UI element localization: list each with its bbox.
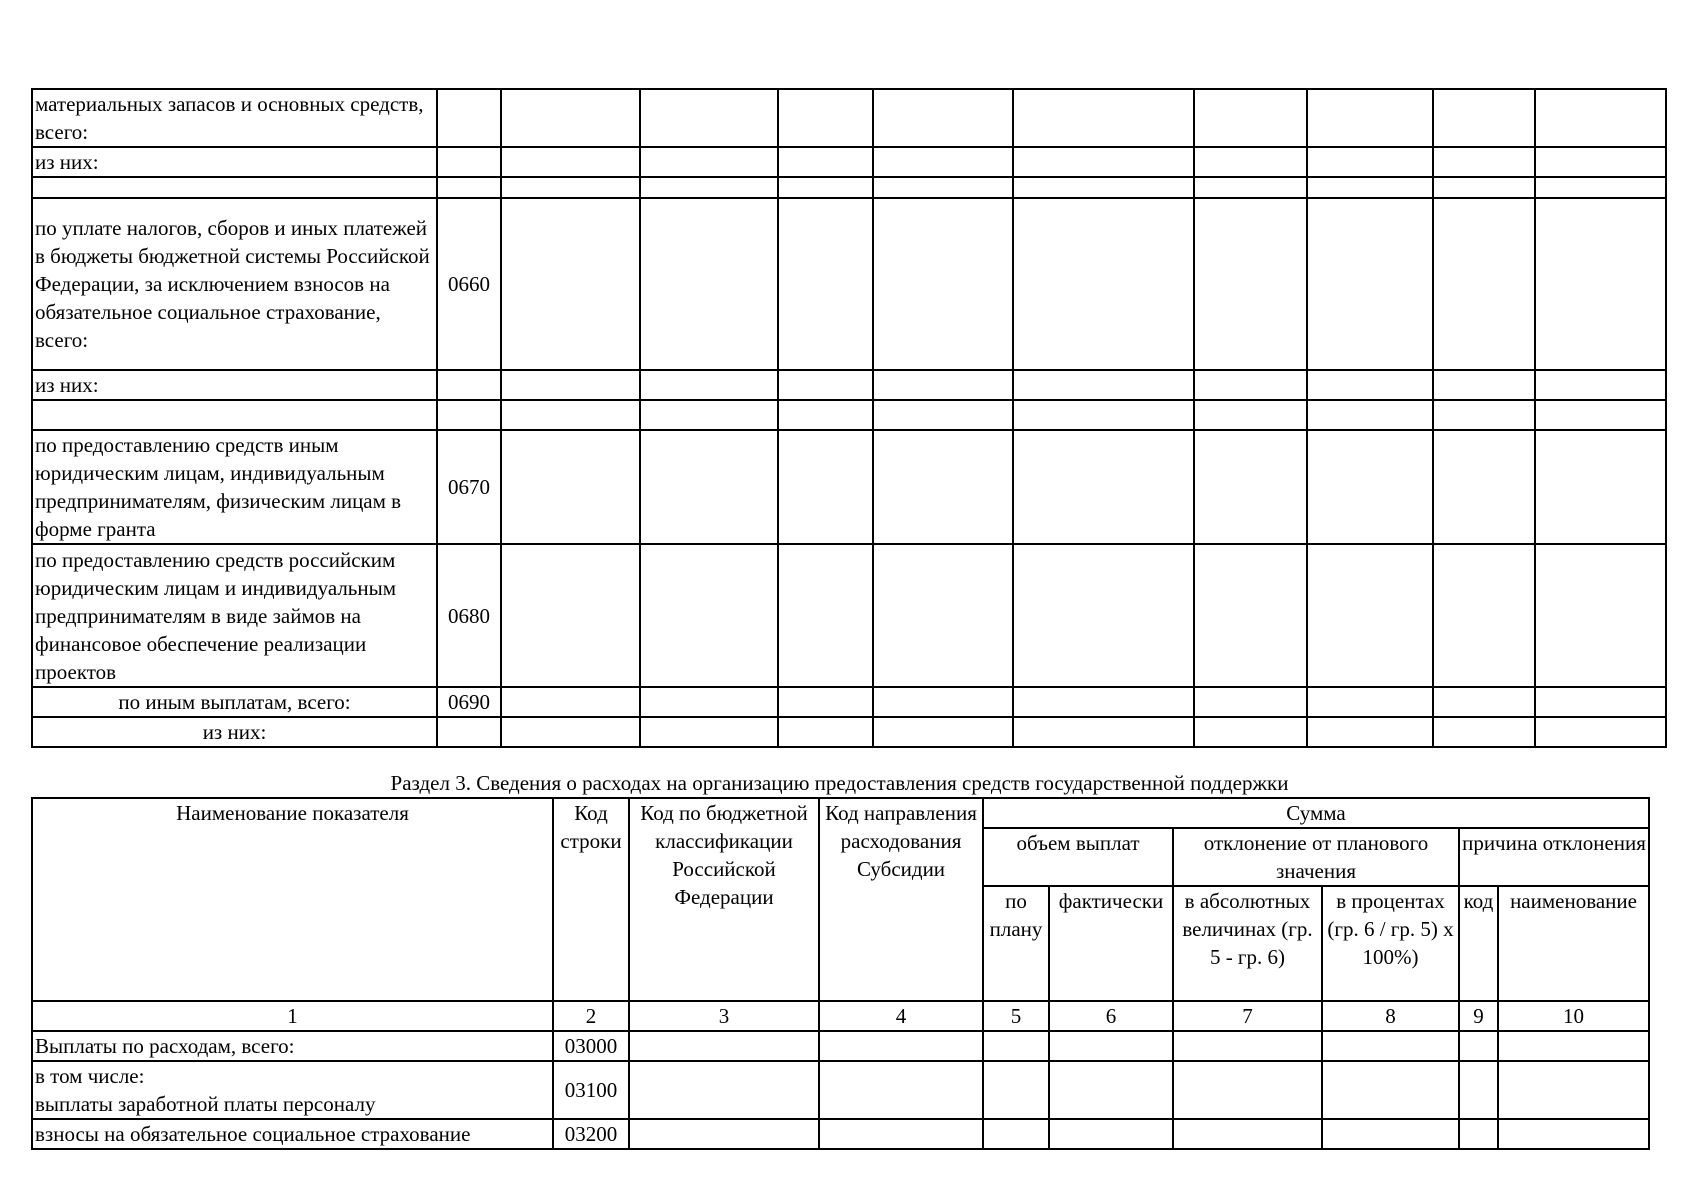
- value-cell: [501, 687, 640, 717]
- header-absolute: в абсолютных величинах (гр. 5 - гр. 6): [1173, 886, 1322, 1001]
- value-cell: [1322, 1031, 1459, 1061]
- value-cell: [1173, 1031, 1322, 1061]
- value-cell: [1433, 177, 1535, 198]
- value-cell: [1049, 1031, 1173, 1061]
- value-cell: [501, 544, 640, 687]
- value-cell: [1194, 177, 1307, 198]
- value-cell: [1194, 400, 1307, 430]
- value-cell: [1013, 430, 1194, 544]
- value-cell: [1433, 89, 1535, 147]
- column-number: 7: [1173, 1001, 1322, 1031]
- value-cell: [1433, 430, 1535, 544]
- header-row-code: Код строки: [553, 798, 629, 1001]
- value-cell: [1433, 198, 1535, 370]
- value-cell: [1049, 1119, 1173, 1149]
- value-cell: [501, 177, 640, 198]
- value-cell: [1307, 687, 1433, 717]
- value-cell: [629, 1119, 819, 1149]
- value-cell: [778, 430, 873, 544]
- row-code: [437, 147, 501, 177]
- header-name: Наименование показателя: [32, 798, 553, 1001]
- column-number: 2: [553, 1001, 629, 1031]
- row-label: из них:: [32, 147, 437, 177]
- header-reason: причина отклонения: [1459, 828, 1649, 886]
- value-cell: [1535, 177, 1666, 198]
- value-cell: [1307, 544, 1433, 687]
- header-direction-code: Код направления расходования Субсидии: [819, 798, 983, 1001]
- expenses-table: [31, 797, 1650, 1150]
- row-label: [32, 400, 437, 430]
- value-cell: [1013, 147, 1194, 177]
- value-cell: [1459, 1031, 1498, 1061]
- value-cell: [1498, 1119, 1649, 1149]
- row-code: 03000: [553, 1031, 629, 1061]
- table-row: [32, 1119, 1649, 1149]
- value-cell: [873, 370, 1013, 400]
- value-cell: [819, 1031, 983, 1061]
- value-cell: [640, 544, 778, 687]
- row-label: по иным выплатам, всего:: [32, 687, 437, 717]
- header-row: [32, 798, 1649, 828]
- value-cell: [1013, 370, 1194, 400]
- value-cell: [983, 1061, 1049, 1119]
- value-cell: [1013, 687, 1194, 717]
- row-label: Выплаты по расходам, всего:: [32, 1031, 553, 1061]
- value-cell: [1498, 1061, 1649, 1119]
- value-cell: [1307, 430, 1433, 544]
- value-cell: [1013, 717, 1194, 747]
- row-label: по предоставлению средств российским юридическим лицам и индивидуальным предпринимателям в виде займов на финансовое обеспечение реализации проектов: [32, 544, 437, 687]
- value-cell: [1459, 1061, 1498, 1119]
- table-row: [32, 687, 1666, 717]
- value-cell: [1194, 89, 1307, 147]
- value-cell: [1173, 1119, 1322, 1149]
- table-row: [32, 370, 1666, 400]
- value-cell: [1194, 687, 1307, 717]
- value-cell: [873, 147, 1013, 177]
- value-cell: [640, 198, 778, 370]
- value-cell: [1194, 198, 1307, 370]
- column-number: 10: [1498, 1001, 1649, 1031]
- value-cell: [1535, 687, 1666, 717]
- value-cell: [1433, 400, 1535, 430]
- row-code: [437, 400, 501, 430]
- column-number: 8: [1322, 1001, 1459, 1031]
- value-cell: [1535, 400, 1666, 430]
- header-payments-volume: объем выплат: [983, 828, 1173, 886]
- value-cell: [1535, 370, 1666, 400]
- row-code: [437, 370, 501, 400]
- column-number: 4: [819, 1001, 983, 1031]
- value-cell: [778, 400, 873, 430]
- column-number: 5: [983, 1001, 1049, 1031]
- value-cell: [501, 717, 640, 747]
- value-cell: [1307, 717, 1433, 747]
- column-number: 3: [629, 1001, 819, 1031]
- value-cell: [819, 1119, 983, 1149]
- column-number: 9: [1459, 1001, 1498, 1031]
- row-label: [32, 177, 437, 198]
- table-row: [32, 1061, 1649, 1119]
- header-actual: фактически: [1049, 886, 1173, 1001]
- value-cell: [1013, 89, 1194, 147]
- value-cell: [1307, 89, 1433, 147]
- value-cell: [640, 370, 778, 400]
- value-cell: [1013, 198, 1194, 370]
- value-cell: [873, 687, 1013, 717]
- value-cell: [1535, 717, 1666, 747]
- value-cell: [640, 430, 778, 544]
- value-cell: [778, 147, 873, 177]
- header-plan: по плану: [983, 886, 1049, 1001]
- value-cell: [1307, 400, 1433, 430]
- row-code: [437, 717, 501, 747]
- column-number: 6: [1049, 1001, 1173, 1031]
- value-cell: [778, 687, 873, 717]
- header-budget-code: Код по бюджетной классификации Российской Федерации: [629, 798, 819, 1001]
- row-code: 0670: [437, 430, 501, 544]
- row-label: из них:: [32, 370, 437, 400]
- row-label: взносы на обязательное социальное страхование: [32, 1119, 553, 1149]
- value-cell: [1433, 370, 1535, 400]
- section-title: Раздел 3. Сведения о расходах на организацию предоставления средств государственной поддержки: [390, 771, 1289, 795]
- value-cell: [1535, 430, 1666, 544]
- row-code: 0690: [437, 687, 501, 717]
- row-code: [437, 89, 501, 147]
- value-cell: [873, 198, 1013, 370]
- row-label: по предоставлению средств иным юридическим лицам, индивидуальным предпринимателям, физическим лицам в форме гранта: [32, 430, 437, 544]
- value-cell: [1322, 1119, 1459, 1149]
- header-deviation: отклонение от планового значения: [1173, 828, 1459, 886]
- value-cell: [819, 1061, 983, 1119]
- value-cell: [1013, 544, 1194, 687]
- value-cell: [778, 370, 873, 400]
- value-cell: [1535, 198, 1666, 370]
- value-cell: [983, 1031, 1049, 1061]
- value-cell: [501, 147, 640, 177]
- row-code: 0680: [437, 544, 501, 687]
- table-row: [32, 1031, 1649, 1061]
- value-cell: [1322, 1061, 1459, 1119]
- value-cell: [501, 400, 640, 430]
- value-cell: [1194, 717, 1307, 747]
- row-code: 03200: [553, 1119, 629, 1149]
- value-cell: [1194, 430, 1307, 544]
- value-cell: [873, 89, 1013, 147]
- value-cell: [640, 147, 778, 177]
- value-cell: [1194, 370, 1307, 400]
- value-cell: [873, 544, 1013, 687]
- value-cell: [501, 89, 640, 147]
- value-cell: [501, 370, 640, 400]
- value-cell: [640, 89, 778, 147]
- value-cell: [1433, 147, 1535, 177]
- value-cell: [873, 717, 1013, 747]
- value-cell: [629, 1031, 819, 1061]
- value-cell: [1307, 198, 1433, 370]
- row-code: 03100: [553, 1061, 629, 1119]
- value-cell: [501, 198, 640, 370]
- value-cell: [778, 717, 873, 747]
- value-cell: [1307, 370, 1433, 400]
- value-cell: [640, 687, 778, 717]
- value-cell: [640, 717, 778, 747]
- value-cell: [1049, 1061, 1173, 1119]
- table-row: [32, 717, 1666, 747]
- value-cell: [1173, 1061, 1322, 1119]
- value-cell: [873, 400, 1013, 430]
- value-cell: [873, 430, 1013, 544]
- value-cell: [1433, 687, 1535, 717]
- value-cell: [1307, 177, 1433, 198]
- top-table: [31, 88, 1667, 748]
- header-sum: Сумма: [983, 798, 1649, 828]
- table-row: [32, 147, 1666, 177]
- value-cell: [1013, 400, 1194, 430]
- row-code: [437, 177, 501, 198]
- value-cell: [1013, 177, 1194, 198]
- table-row: [32, 544, 1666, 687]
- value-cell: [1307, 147, 1433, 177]
- table-row: [32, 430, 1666, 544]
- value-cell: [1535, 147, 1666, 177]
- value-cell: [1535, 544, 1666, 687]
- value-cell: [640, 177, 778, 198]
- value-cell: [501, 430, 640, 544]
- value-cell: [1433, 544, 1535, 687]
- table-row: [32, 177, 1666, 198]
- value-cell: [983, 1119, 1049, 1149]
- value-cell: [1433, 717, 1535, 747]
- table-row: [32, 198, 1666, 370]
- row-label: в том числе: выплаты заработной платы персоналу: [32, 1061, 553, 1119]
- column-number: 1: [32, 1001, 553, 1031]
- value-cell: [778, 544, 873, 687]
- value-cell: [1194, 147, 1307, 177]
- value-cell: [778, 198, 873, 370]
- row-label: из них:: [32, 717, 437, 747]
- column-number-row: [32, 1001, 1649, 1031]
- value-cell: [778, 89, 873, 147]
- value-cell: [640, 400, 778, 430]
- header-reason-code: код: [1459, 886, 1498, 1001]
- value-cell: [629, 1061, 819, 1119]
- value-cell: [778, 177, 873, 198]
- value-cell: [873, 177, 1013, 198]
- value-cell: [1459, 1119, 1498, 1149]
- row-label: материальных запасов и основных средств, всего:: [32, 89, 437, 147]
- row-label: по уплате налогов, сборов и иных платежей в бюджеты бюджетной системы Российской Федерации, за исключением взносов на обязательное социальное страхование, всего:: [32, 198, 437, 370]
- header-reason-name: наименование: [1498, 886, 1649, 1001]
- value-cell: [1194, 544, 1307, 687]
- value-cell: [1535, 89, 1666, 147]
- value-cell: [1498, 1031, 1649, 1061]
- row-code: 0660: [437, 198, 501, 370]
- table-row: [32, 400, 1666, 430]
- header-percent: в процентах (гр. 6 / гр. 5) x 100%): [1322, 886, 1459, 1001]
- table-row: [32, 89, 1666, 147]
